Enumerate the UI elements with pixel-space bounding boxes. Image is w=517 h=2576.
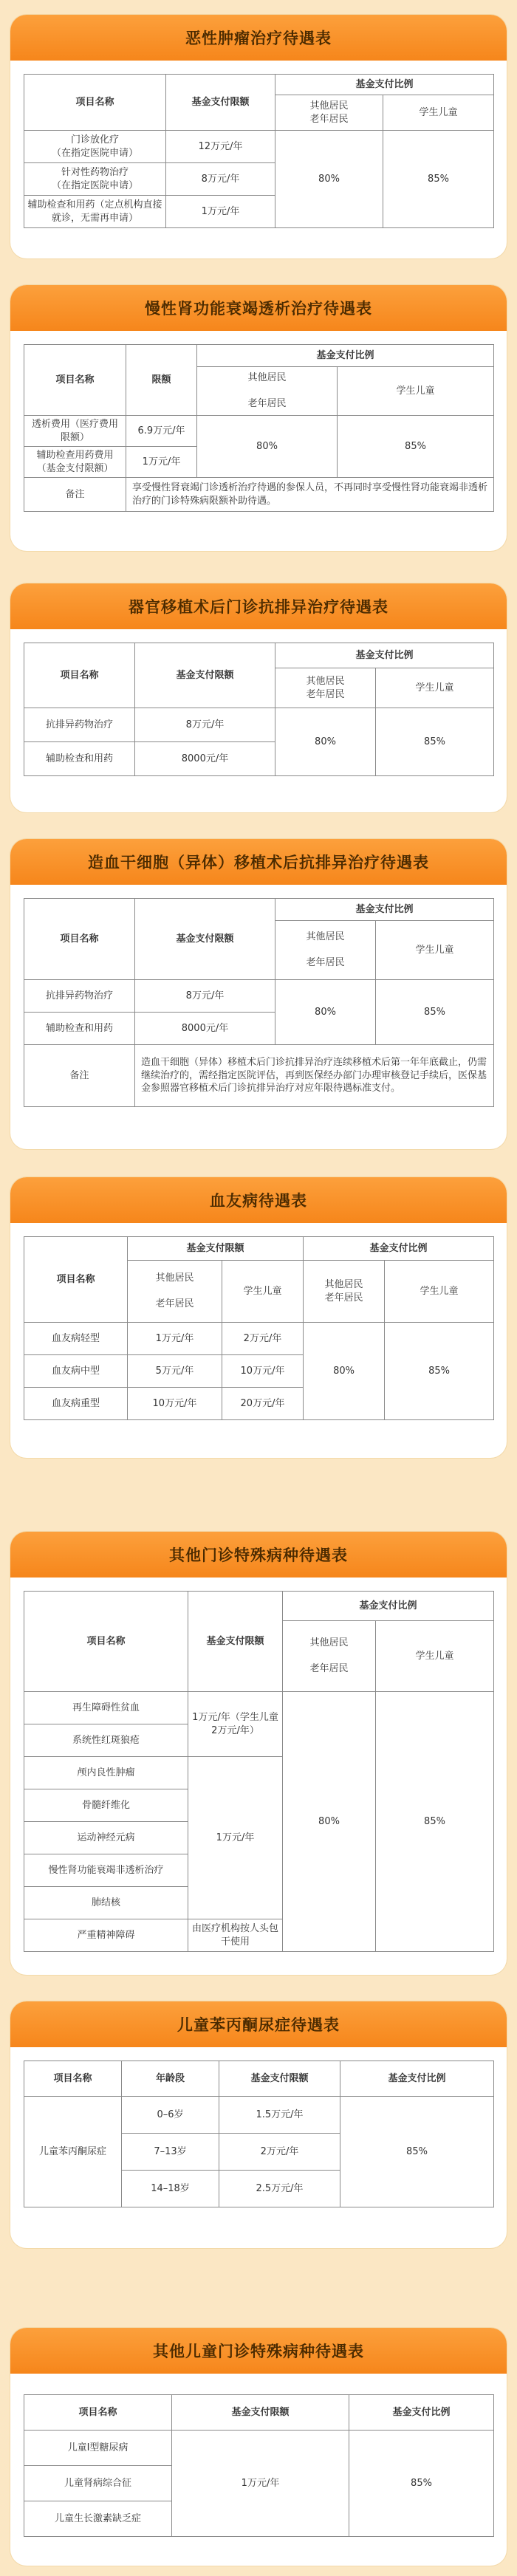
hemophilia-table: [24, 1236, 494, 1420]
stemcell-card: [10, 839, 507, 1149]
table-row-name: 肺结核: [24, 1887, 188, 1919]
transplant-title: 器官移植术后门诊抗排异治疗待遇表: [10, 583, 507, 629]
special-title: 其他门诊特殊病种待遇表: [10, 1532, 507, 1578]
col-ratio-header: 基金支付比例: [349, 2395, 494, 2431]
table-row-limit-other: 1万元/年: [128, 1323, 222, 1355]
col-other-header: 其他居民 老年居民: [275, 95, 383, 131]
table-row-name: 血友病轻型: [24, 1323, 128, 1355]
limit-mental: 由医疗机构按人头包干使用: [188, 1919, 283, 1952]
kidney-table: [24, 344, 494, 512]
col-student-header: 学生儿童: [222, 1261, 304, 1323]
col-student-header: 学生儿童: [385, 1261, 494, 1323]
ratio-other: 80%: [197, 416, 338, 478]
table-row-name: 抗排异药物治疗: [24, 980, 135, 1013]
table-row-name: 辅助检查和用药: [24, 1013, 135, 1045]
table-row-name: 慢性肾功能衰竭非透析治疗: [24, 1854, 188, 1887]
col-limit-header: 基金支付限额: [219, 2061, 340, 2097]
table-row-limit: 1万元/年: [126, 447, 197, 478]
col-item-header: 项目名称: [24, 1237, 128, 1323]
table-row-name: 透析费用（医疗费用 限额）: [24, 416, 126, 447]
table-row-name: 针对性药物治疗 （在指定医院申请）: [24, 163, 166, 196]
ratio-student: 85%: [383, 131, 494, 228]
col-limit-header: 基金支付限额: [135, 899, 275, 980]
note-text: 享受慢性肾衰竭门诊透析治疗待遇的参保人员，不再同时享受慢性肾功能衰竭非透析治疗的门诊特殊病限额补助待遇。: [126, 478, 494, 512]
cancer-card: [10, 15, 507, 258]
table-row-limit: 8万元/年: [166, 163, 275, 196]
table-row-name: 再生障碍性贫血: [24, 1692, 188, 1724]
table-row-limit: 1万元/年: [166, 196, 275, 228]
table-row-name: 严重精神障碍: [24, 1919, 188, 1952]
col-ratio-header: 基金支付比例: [197, 345, 494, 367]
table-row-name: 运动神经元病: [24, 1822, 188, 1854]
col-limit-header: 基金支付限额: [166, 75, 275, 131]
col-limit-header: 基金支付限额: [172, 2395, 349, 2431]
stemcell-table: [24, 898, 494, 1107]
ratio: 85%: [340, 2097, 494, 2207]
table-row-limit-other: 10万元/年: [128, 1388, 222, 1420]
ratio-student: 85%: [376, 708, 494, 776]
pku-card: [10, 2001, 507, 2248]
col-item-header: 项目名称: [24, 345, 126, 416]
table-row-limit: 6.9万元/年: [126, 416, 197, 447]
table-row-name: 系统性红斑狼疮: [24, 1724, 188, 1757]
col-other-header: 其他居民 老年居民: [275, 921, 376, 980]
table-row-name: 儿童肾病综合征: [24, 2466, 172, 2501]
limit: 1万元/年: [172, 2431, 349, 2537]
table-row-name: 门诊放化疗 （在指定医院申请）: [24, 131, 166, 163]
table-row-name: 儿童生长激素缺乏症: [24, 2501, 172, 2537]
kidney-title: 慢性肾功能衰竭透析治疗待遇表: [10, 285, 507, 331]
table-row-age: 0–6岁: [122, 2097, 219, 2134]
table-row-name: 骨髓纤维化: [24, 1789, 188, 1822]
table-row-limit-student: 20万元/年: [222, 1388, 304, 1420]
child-special-table: [24, 2394, 494, 2537]
limit-anemia-lupus: 1万元/年（学生儿童2万元/年）: [188, 1692, 283, 1757]
ratio-other: 80%: [304, 1323, 385, 1420]
table-row-age: 14–18岁: [122, 2171, 219, 2207]
table-row-name: 辅助检查和用药（定点机构直接 就诊，无需再申请）: [24, 196, 166, 228]
cancer-title: 恶性肿瘤治疗待遇表: [10, 15, 507, 61]
table-row-limit: 12万元/年: [166, 131, 275, 163]
col-ratio-header: 基金支付比例: [275, 643, 494, 668]
special-table: [24, 1591, 494, 1952]
table-row-limit: 2.5万元/年: [219, 2171, 340, 2207]
ratio-student: 85%: [376, 980, 494, 1045]
col-student-header: 学生儿童: [376, 1621, 494, 1692]
col-student-header: 学生儿童: [338, 367, 494, 416]
table-row-age: 7–13岁: [122, 2134, 219, 2171]
col-ratio-header: 基金支付比例: [283, 1592, 494, 1621]
col-student-header: 学生儿童: [376, 668, 494, 708]
col-student-header: 学生儿童: [383, 95, 494, 131]
col-ratio-header: 基金支付比例: [304, 1237, 494, 1261]
ratio-other: 80%: [275, 980, 376, 1045]
table-row-name: 血友病中型: [24, 1355, 128, 1388]
transplant-table: [24, 643, 494, 776]
table-row-limit: 8万元/年: [135, 980, 275, 1013]
table-row-limit: 1.5万元/年: [219, 2097, 340, 2134]
table-row-limit-student: 10万元/年: [222, 1355, 304, 1388]
col-age-header: 年龄段: [122, 2061, 219, 2097]
table-row-name: 儿童Ⅰ型糖尿病: [24, 2431, 172, 2466]
table-row-name: 血友病重型: [24, 1388, 128, 1420]
table-row-name: 辅助检查用药费用 （基金支付限额）: [24, 447, 126, 478]
ratio-other: 80%: [275, 131, 383, 228]
col-ratio-header: 基金支付比例: [340, 2061, 494, 2097]
stemcell-title: 造血干细胞（异体）移植术后抗排异治疗待遇表: [10, 839, 507, 885]
ratio: 85%: [349, 2431, 494, 2537]
col-other-header: 其他居民 老年居民: [304, 1261, 385, 1323]
table-row-name: 抗排异药物治疗: [24, 708, 135, 742]
note-label: 备注: [24, 478, 126, 512]
col-item-header: 项目名称: [24, 2061, 122, 2097]
col-ratio-header: 基金支付比例: [275, 75, 494, 95]
col-other-header: 其他居民 老年居民: [128, 1261, 222, 1323]
note-label: 备注: [24, 1045, 135, 1107]
hemophilia-title: 血友病待遇表: [10, 1177, 507, 1223]
ratio-student: 85%: [338, 416, 494, 478]
hemophilia-card: [10, 1177, 507, 1458]
ratio-student: 85%: [385, 1323, 494, 1420]
col-limit-header: 基金支付限额: [135, 643, 275, 708]
pku-name: 儿童苯丙酮尿症: [24, 2097, 122, 2207]
child-special-title: 其他儿童门诊特殊病种待遇表: [10, 2328, 507, 2374]
ratio-other: 80%: [283, 1692, 376, 1952]
table-row-name: 颅内良性肿瘤: [24, 1757, 188, 1789]
col-item-header: 项目名称: [24, 643, 135, 708]
kidney-card: [10, 285, 507, 551]
table-row-limit-student: 2万元/年: [222, 1323, 304, 1355]
table-row-name: 辅助检查和用药: [24, 742, 135, 776]
table-row-limit: 8万元/年: [135, 708, 275, 742]
ratio-other: 80%: [275, 708, 376, 776]
ratio-student: 85%: [376, 1692, 494, 1952]
col-other-header: 其他居民 老年居民: [275, 668, 376, 708]
col-item-header: 项目名称: [24, 75, 166, 131]
limit-general: 1万元/年: [188, 1757, 283, 1919]
col-item-header: 项目名称: [24, 1592, 188, 1692]
table-row-limit-other: 5万元/年: [128, 1355, 222, 1388]
pku-table: [24, 2061, 494, 2207]
col-limit-header: 基金支付限额: [188, 1592, 283, 1692]
transplant-card: [10, 583, 507, 812]
pku-title: 儿童苯丙酮尿症待遇表: [10, 2001, 507, 2047]
col-other-header: 其他居民 老年居民: [283, 1621, 376, 1692]
note-text: 造血干细胞（异体）移植术后门诊抗排异治疗连续移植术后第一年年底截止，仍需继续治疗的，需经指定医院评估，再到医保经办部门办理审核登记手续后，医保基金参照器官移植术后门诊抗排异治疗对应年限待遇标准支付。: [135, 1045, 494, 1107]
col-limit-header: 基金支付限额: [128, 1237, 304, 1261]
special-card: [10, 1532, 507, 1975]
cancer-table: [24, 74, 494, 228]
col-other-header: 其他居民 老年居民: [197, 367, 338, 416]
table-row-limit: 8000元/年: [135, 1013, 275, 1045]
col-limit-header: 限额: [126, 345, 197, 416]
table-row-limit: 2万元/年: [219, 2134, 340, 2171]
col-item-header: 项目名称: [24, 899, 135, 980]
col-ratio-header: 基金支付比例: [275, 899, 494, 921]
col-student-header: 学生儿童: [376, 921, 494, 980]
table-row-limit: 8000元/年: [135, 742, 275, 776]
col-item-header: 项目名称: [24, 2395, 172, 2431]
child-special-card: [10, 2328, 507, 2566]
